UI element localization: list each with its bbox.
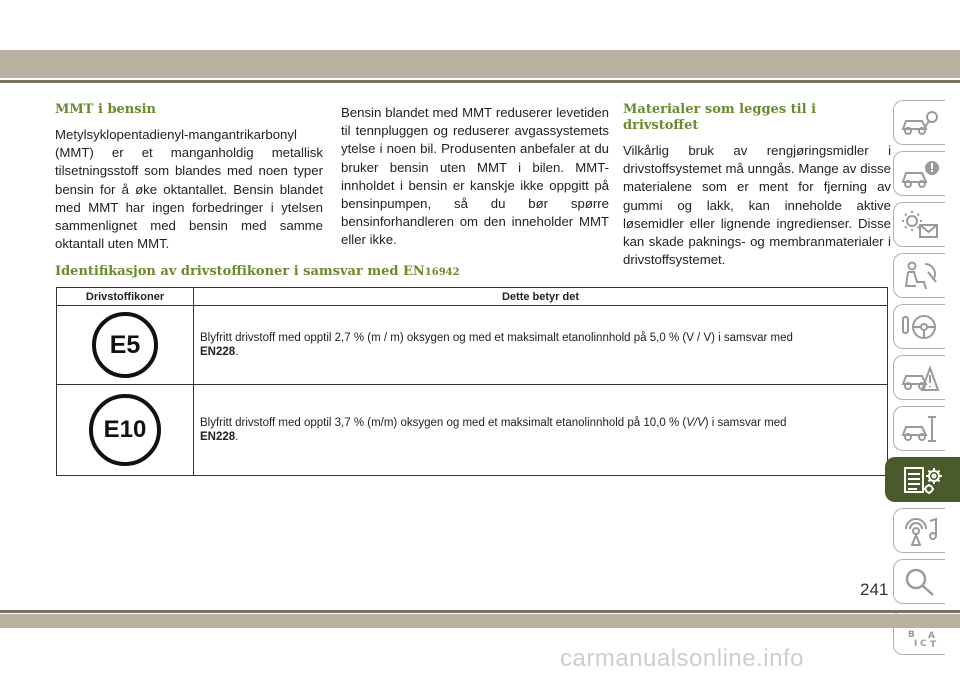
description-end: . <box>235 346 239 358</box>
heading-mmt: MMT i bensin <box>55 102 156 117</box>
chapter-tab-car-warning[interactable] <box>893 151 945 196</box>
svg-text:B: B <box>907 629 915 640</box>
heading-fuel-identification <box>55 264 460 281</box>
technical-data-icon <box>903 464 943 496</box>
table-header-meaning: Dette betyr det <box>194 288 888 306</box>
car-key-icon <box>900 107 940 139</box>
table-header-icons: Drivstoffikoner <box>57 288 194 306</box>
column-mmt-continued <box>341 104 609 250</box>
chapter-sidebar <box>893 100 953 661</box>
page-number: 241 <box>860 580 889 599</box>
badge-cell <box>57 385 194 476</box>
airbag-icon <box>900 260 940 292</box>
description-italic: V/V <box>686 417 705 429</box>
description-text: Blyfritt drivstoff med opptil 2,7 % (m / m) oksygen og med et maksimalt etanolinnhold på 5,0 % (V / V) i samsvar med <box>200 332 793 344</box>
column-additives <box>623 102 891 269</box>
table-row <box>57 385 888 476</box>
chapter-tab-car-key[interactable] <box>893 100 945 145</box>
bottom-divider <box>0 610 960 613</box>
top-band <box>0 50 960 78</box>
top-divider <box>0 80 960 83</box>
text-mmt: Metylsyklopentadienyl-mangantrikarbonyl (MMT) er et manganholdig metallisk tilsetningsstoff som blandes med noen typer bensin for å øke oktantallet. Bensin blandet med MMT har ingen forbedringer i ytelsen sammenlignet med bensin med samme oktantall uten MMT. <box>55 127 323 252</box>
chapter-tab-search[interactable] <box>893 559 945 604</box>
svg-text:T: T <box>929 639 936 649</box>
chapter-tab-starting-driving[interactable] <box>893 304 945 349</box>
column-mmt <box>55 102 323 253</box>
svg-text:C: C <box>919 638 927 649</box>
multimedia-icon <box>900 515 940 547</box>
description-text-post: ) i samsvar med <box>704 417 787 429</box>
watermark: carmanualsonline.info <box>560 645 804 672</box>
heading-standard-number: 16942 <box>424 267 460 278</box>
chapter-tab-emergency[interactable] <box>893 355 945 400</box>
search-icon <box>900 566 940 598</box>
steering-wheel-icon <box>900 311 940 343</box>
dashboard-light-icon <box>900 209 940 241</box>
chapter-tab-service[interactable] <box>893 406 945 451</box>
car-service-icon <box>900 413 940 445</box>
chapter-tab-multimedia[interactable] <box>893 508 945 553</box>
svg-text:I: I <box>913 638 917 649</box>
chapter-tab-technical-data[interactable] <box>885 457 960 502</box>
description-end: . <box>235 431 239 443</box>
chapter-tab-safety[interactable] <box>893 253 945 298</box>
standard-ref: EN228 <box>200 346 236 358</box>
e10-fuel-icon: E10 <box>89 394 161 466</box>
table-row <box>57 306 888 385</box>
chapter-tab-dashboard-lights[interactable] <box>893 202 945 247</box>
e5-fuel-icon: E5 <box>92 312 158 378</box>
fuel-icon-table <box>56 287 888 476</box>
svg-text:A: A <box>927 630 935 641</box>
bottom-band <box>0 614 960 628</box>
description-text: Blyfritt drivstoff med opptil 3,7 % (m/m) oksygen og med et maksimalt etanolinnhold på 10,0 % ( <box>200 417 687 429</box>
text-mmt-continued: Bensin blandet med MMT reduserer levetiden til tennpluggen og reduserer avgassystemets ytelse i noen bil. Produsenten anbefaler at du bruker bensin uten MMT i bilen. MMT-innholdet i bensin er kanskje ikke oppgitt på bensinpumpen, så du bør spørre bensinforhandleren om den inneholder MMT eller ikke. <box>341 105 609 248</box>
heading-fuel-identification-text: Identifikasjon av drivstoffikoner i samsvar med EN <box>55 264 425 279</box>
breakdown-warning-icon <box>900 362 940 394</box>
fuel-description <box>194 306 888 385</box>
heading-additives: Materialer som legges til i drivstoffet <box>623 102 817 133</box>
text-additives: Vilkårlig bruk av rengjøringsmidler i drivstoffsystemet må unngås. Mange av disse materialene som er ment for fjerning av gummi og lakk, kan inneholde aktive løsemidler eller lignende ingredienser. Disse kan skade paknings- og membranmaterialer i drivstoffsystemet. <box>623 143 891 268</box>
table-header-row <box>57 288 888 306</box>
standard-ref: EN228 <box>200 431 236 443</box>
fuel-description <box>194 385 888 476</box>
car-warning-icon <box>900 158 940 190</box>
badge-cell <box>57 306 194 385</box>
